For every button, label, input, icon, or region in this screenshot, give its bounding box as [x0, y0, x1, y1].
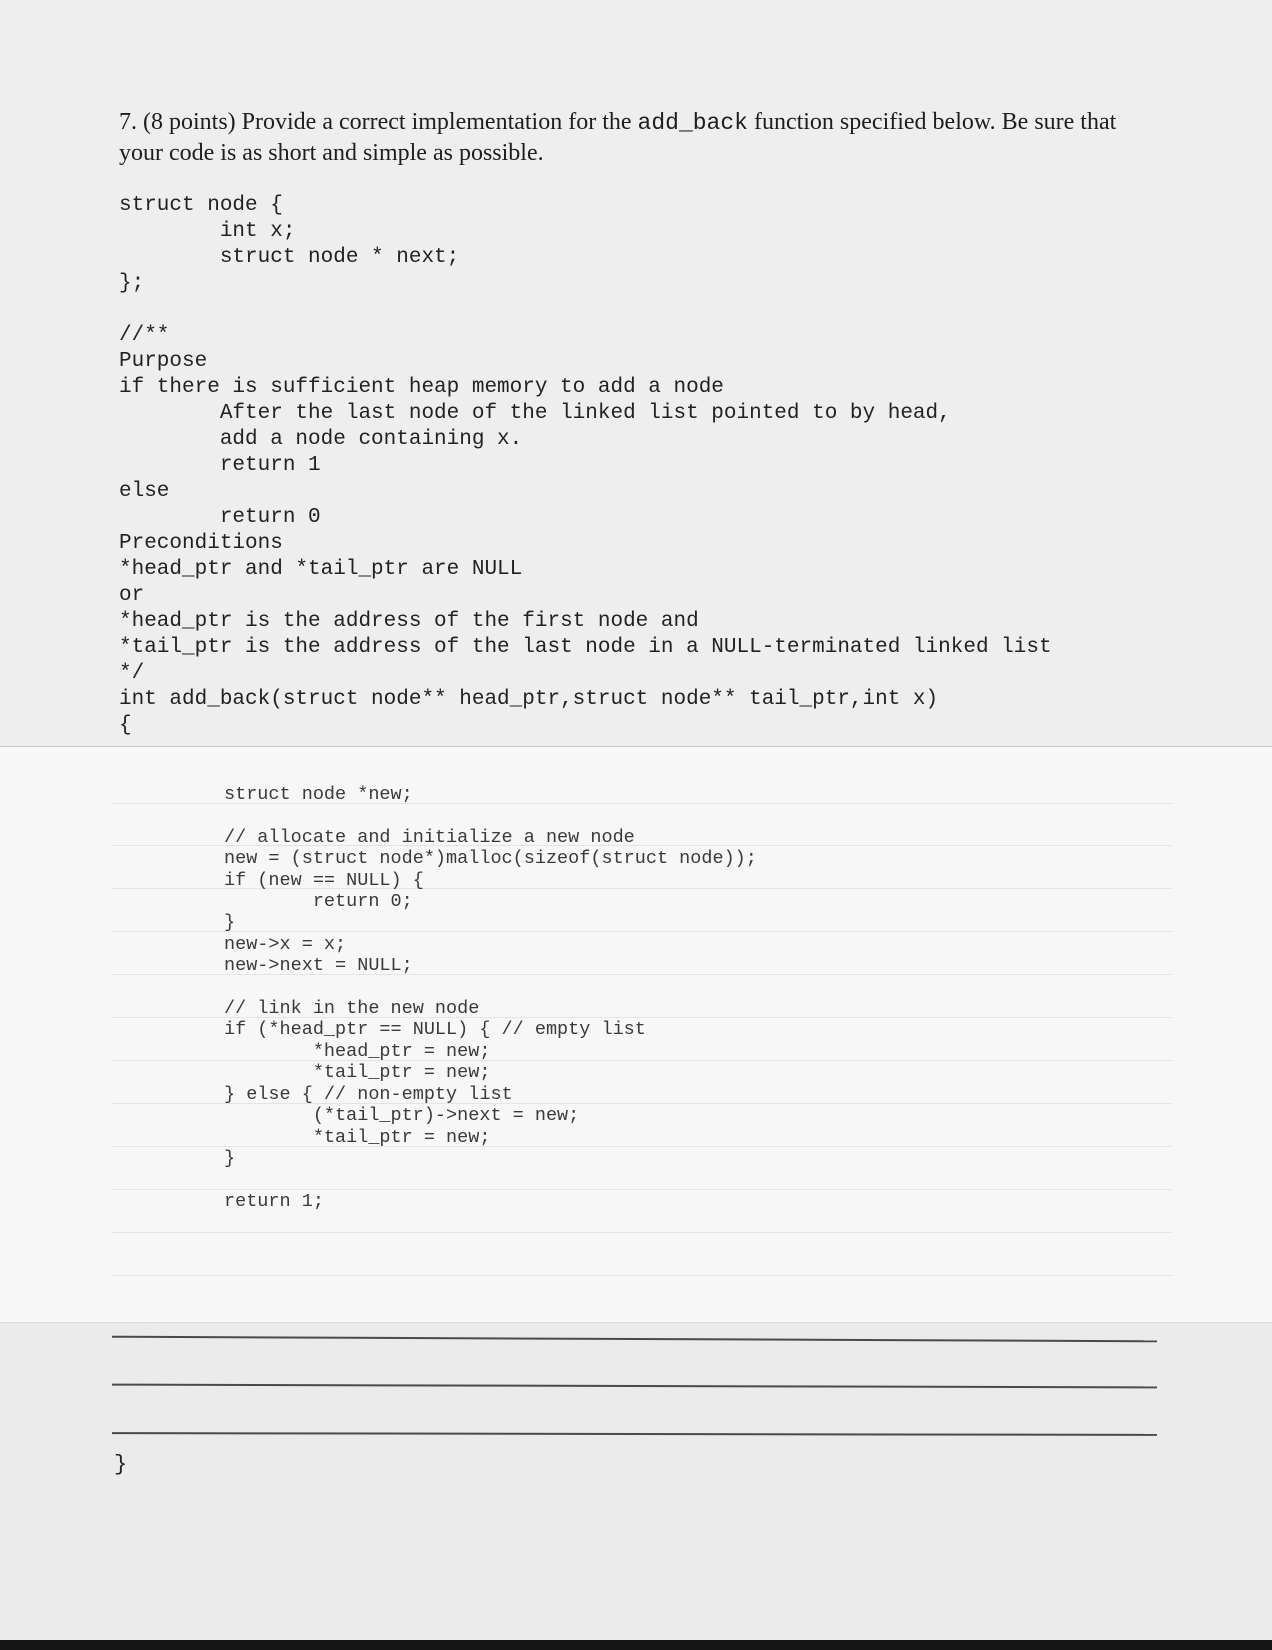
question-text-part-2: function specified below. Be sure that your code is as short and simple as possible.: [119, 109, 1117, 166]
closing-brace: }: [114, 1452, 128, 1477]
function-specification-code: struct node { int x; struct node * next; }; //** Purpose if there is sufficient heap memory to add a node After the last node of the linked list pointed to by head, add a node containing x. return 1 else return 0 Preconditions *head_ptr and *tail_ptr are NULL or *head_ptr is the address of the first node and *tail_ptr is the address of the last node in a NULL-terminated linked list */ int add_back(struct node** head_ptr,struct node** tail_ptr,int x) {: [119, 194, 1052, 737]
answer-blank-line: [112, 1336, 1157, 1342]
question-text-part-1: Provide a correct implementation for the: [241, 109, 632, 135]
scan-edge: [0, 1640, 1272, 1650]
answer-code: struct node *new; // allocate and initialize a new node new = (struct node*)malloc(sizeof(struct node)); if (new == NULL) { return 0; } new->x = x; new->next = NULL; // link in the new node if (*head_ptr == NULL) { // empty list *head_ptr = new; *tail_ptr = new; } else { // non-empty list (*tail_ptr)->next = new; *tail_ptr = new; } return 1;: [224, 784, 757, 1212]
answer-blank-line: [112, 1384, 1157, 1388]
faint-rule: [112, 1232, 1172, 1233]
question-number: 7. (8 points): [119, 109, 236, 135]
answer-blank-line: [112, 1432, 1157, 1435]
function-name: add_back: [637, 110, 748, 136]
question-text: [119, 107, 1159, 168]
faint-rule: [112, 1275, 1172, 1276]
